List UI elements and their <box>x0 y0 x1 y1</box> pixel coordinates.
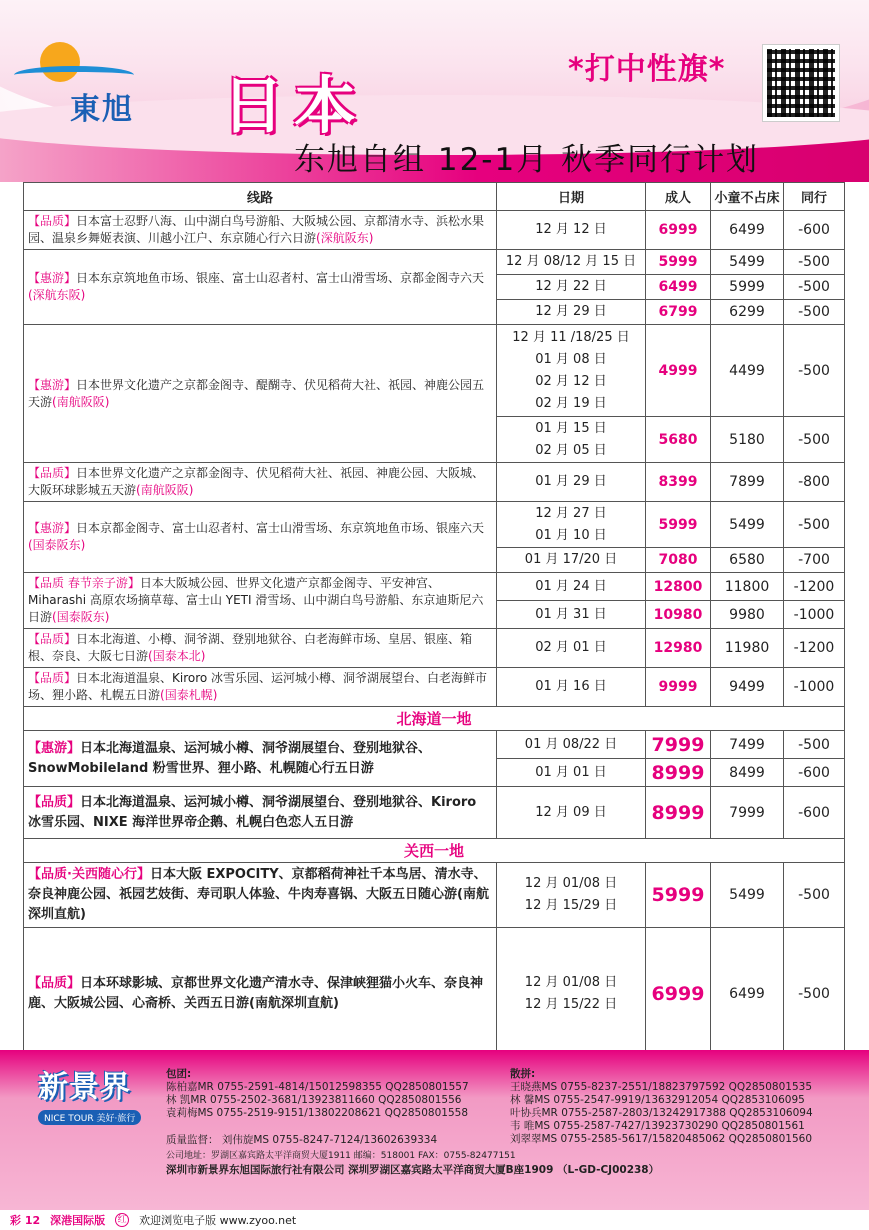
peer-discount: -600 <box>784 759 845 787</box>
date-value: 02 月 05 日 <box>535 442 607 458</box>
date-cell <box>497 502 646 548</box>
child-price: 4499 <box>711 325 784 417</box>
page-subtitle: 东旭自组 12-1月 秋季同行计划 <box>294 142 760 178</box>
table-row <box>24 863 845 928</box>
adult-price: 10980 <box>646 601 711 629</box>
route-description: 日本京都金阁寺、富士山忍者村、富士山滑雪场、东京筑地鱼市场、银座六天 <box>76 521 485 535</box>
logo-text: 新景界 <box>38 1070 131 1105</box>
footer <box>0 1050 869 1210</box>
adult-price: 4999 <box>646 325 711 417</box>
adult-price: 5999 <box>646 502 711 548</box>
header-peer: 同行 <box>784 183 845 211</box>
route-cell <box>24 863 497 928</box>
peer-discount: -500 <box>784 300 845 325</box>
route-cell <box>24 573 497 629</box>
header-route: 线路 <box>24 183 497 211</box>
peer-discount: -500 <box>784 863 845 928</box>
peer-discount: -500 <box>784 275 845 300</box>
date-value: 12 月 15/29 日 <box>524 898 618 913</box>
route-tag: 【品质 春节亲子游】 <box>28 576 140 590</box>
date-value: 12 月 27 日 <box>535 505 607 521</box>
date-value: 01 月 24 日 <box>535 578 607 594</box>
route-cell <box>24 787 497 839</box>
website-link[interactable]: 欢迎浏览电子版 www.zyoo.net <box>139 1214 297 1227</box>
date-value: 02 月 12 日 <box>535 373 607 389</box>
date-value: 01 月 16 日 <box>535 679 607 694</box>
quality-supervision: 质量监督： 刘伟旋MS 0755-8247-7124/13602639334 <box>166 1134 438 1146</box>
route-description: 日本东京筑地鱼市场、银座、富士山忍者村、富士山滑雪场、京都金阁寺六天 <box>76 271 485 285</box>
table-row <box>24 668 845 707</box>
route-airline: (南航阪阪) <box>52 394 110 409</box>
date-cell <box>497 759 646 787</box>
group-contacts <box>166 1068 469 1120</box>
table-row <box>24 325 845 417</box>
route-airline: (国泰札幌) <box>160 688 218 702</box>
contact-line: 林 凯MR 0755-2502-3681/13923811660 QQ2850801556 <box>166 1094 462 1106</box>
date-value: 02 月 19 日 <box>535 395 607 411</box>
adult-price: 8999 <box>646 759 711 787</box>
section-row <box>24 839 845 863</box>
date-cell <box>497 211 646 250</box>
child-price: 11980 <box>711 629 784 668</box>
peer-discount: -500 <box>784 731 845 759</box>
table-row <box>24 629 845 668</box>
individual-contacts <box>510 1068 813 1146</box>
date-value: 01 月 15 日 <box>535 420 607 436</box>
child-price: 11800 <box>711 573 784 601</box>
route-tag: 【品质】 <box>28 632 77 646</box>
peer-discount: -500 <box>784 502 845 548</box>
route-cell <box>24 928 497 1060</box>
table-row <box>24 463 845 502</box>
company-address: 公司地址：罗湖区嘉宾路太平洋商贸大厦1911 邮编：518001 FAX：0755-82477151 <box>166 1151 516 1161</box>
date-cell <box>497 668 646 707</box>
adult-price: 9999 <box>646 668 711 707</box>
date-cell <box>497 548 646 573</box>
route-cell <box>24 463 497 502</box>
route-description: 日本北海道温泉、运河城小樽、洞爷湖展望台、登别地狱谷、SnowMobileland 粉雪世界、狸小路、札幌随心行五日游 <box>28 740 432 776</box>
peer-discount: -800 <box>784 463 845 502</box>
contact-line: 刘翠翠MS 0755-2585-5617/15820485062 QQ2850801560 <box>510 1133 812 1145</box>
date-cell <box>497 417 646 463</box>
child-price: 6499 <box>711 211 784 250</box>
slogan: *打中性旗* <box>568 52 726 87</box>
adult-price: 7999 <box>646 731 711 759</box>
date-value: 01 月 01 日 <box>535 764 607 780</box>
section-row <box>24 707 845 731</box>
peer-discount: -700 <box>784 548 845 573</box>
child-price: 8499 <box>711 759 784 787</box>
route-description: 日本北海道、小樽、洞爷湖、登别地狱谷、白老海鲜市场、皇居、银座、箱根、奈良、大阪七日游 <box>28 632 473 663</box>
table-row <box>24 731 845 759</box>
header-date: 日期 <box>497 183 646 211</box>
peer-discount: -1000 <box>784 668 845 707</box>
child-price: 5499 <box>711 863 784 928</box>
route-description: 日本大阪 EXPOCITY、京都稻荷神社千本鸟居、清水寺、奈良神鹿公园、祇园艺妓街、寿司职人体验、牛肉寿喜锅、大阪五日随心游(南航深圳直航) <box>28 867 489 922</box>
contacts-title: 散拼: <box>510 1068 536 1080</box>
date-cell <box>497 573 646 601</box>
date-cell <box>497 601 646 629</box>
child-price: 6580 <box>711 548 784 573</box>
adult-price: 6999 <box>646 211 711 250</box>
company-name: 深圳市新景界东旭国际旅行社有限公司 深圳罗湖区嘉宾路太平洋商贸大厦B座1909 （L-GD-CJ00238） <box>166 1164 660 1176</box>
peer-discount: -600 <box>784 211 845 250</box>
tour-price-table <box>23 182 845 1060</box>
color-badge: 红 <box>115 1213 129 1227</box>
wave-icon <box>14 66 134 84</box>
route-tag: 【惠游】 <box>28 521 77 535</box>
date-value: 12 月 11 /18/25 日 <box>512 329 630 345</box>
logo-text: 東旭 <box>70 92 134 127</box>
date-value: 01 月 08 日 <box>535 351 607 367</box>
route-airline: (国泰本北) <box>148 649 206 663</box>
date-value: 01 月 17/20 日 <box>524 552 618 567</box>
route-description: 日本世界文化遗产之京都金阁寺、醍醐寺、伏见稻荷大社、祇园、神鹿公园五天游 <box>28 377 485 409</box>
route-tag: 【惠游】 <box>28 740 81 756</box>
route-cell <box>24 502 497 573</box>
table-row <box>24 502 845 548</box>
date-cell <box>497 250 646 275</box>
table-row <box>24 928 845 1060</box>
contact-line: 韦 唯MS 0755-2587-7427/13923730290 QQ2850801561 <box>510 1120 805 1132</box>
header-adult: 成人 <box>646 183 711 211</box>
date-value: 12 月 01/08 日 <box>524 876 618 891</box>
child-price: 5499 <box>711 250 784 275</box>
date-value: 12 月 12 日 <box>535 222 607 237</box>
child-price: 5180 <box>711 417 784 463</box>
edition-label: 深港国际版 <box>50 1214 106 1227</box>
adult-price: 6499 <box>646 275 711 300</box>
date-cell <box>497 463 646 502</box>
route-cell <box>24 211 497 250</box>
route-description: 日本北海道温泉、Kiroro 冰雪乐园、运河城小樽、洞爷湖展望台、白老海鲜市场、狸小路、札幌五日游 <box>28 671 488 702</box>
section-title: 北海道一地 <box>24 707 845 731</box>
route-cell <box>24 629 497 668</box>
route-tag: 【惠游】 <box>28 377 77 392</box>
table-row <box>24 250 845 275</box>
route-airline: (南航阪阪) <box>136 483 194 497</box>
route-tag: 【品质】 <box>28 466 77 480</box>
date-value: 12 月 22 日 <box>535 279 607 294</box>
adult-price: 6999 <box>646 928 711 1060</box>
route-description: 日本大阪城公园、世界文化遗产京都金阁寺、平安神宫、Miharashi 高原农场摘草莓、富士山 YETI 滑雪场、山中湖白鸟号游船、东京迪斯尼六日游 <box>28 576 484 624</box>
child-price: 9980 <box>711 601 784 629</box>
child-price: 5499 <box>711 502 784 548</box>
route-description: 日本世界文化遗产之京都金阁寺、伏见稻荷大社、祇园、神鹿公园、大阪城、大阪环球影城五天游 <box>28 466 485 497</box>
adult-price: 7080 <box>646 548 711 573</box>
qr-code-icon[interactable] <box>762 44 840 122</box>
page-title: 日本 <box>222 69 367 142</box>
table-header-row <box>24 183 845 211</box>
adult-price: 5999 <box>646 863 711 928</box>
dongxu-logo <box>14 38 164 127</box>
date-cell <box>497 731 646 759</box>
table-row <box>24 573 845 601</box>
route-cell <box>24 731 497 787</box>
route-tag: 【品质·关西随心行】 <box>28 867 150 882</box>
peer-discount: -1200 <box>784 629 845 668</box>
table-row <box>24 787 845 839</box>
route-description: 日本富士忍野八海、山中湖白鸟号游船、大阪城公园、京都清水寺、浜松水果园、温泉乡舞姬表演、川越小江户、东京随心行六日游 <box>28 214 485 245</box>
child-price: 6499 <box>711 928 784 1060</box>
date-cell <box>497 787 646 839</box>
route-tag: 【品质】 <box>28 794 81 810</box>
peer-discount: -500 <box>784 928 845 1060</box>
route-tag: 【品质】 <box>28 975 81 991</box>
route-tag: 【品质】 <box>28 214 77 228</box>
bottom-bar <box>0 1210 869 1230</box>
adult-price: 5680 <box>646 417 711 463</box>
date-value: 12 月 01/08 日 <box>524 974 618 990</box>
contact-line: 叶协兵MR 0755-2587-2803/13242917388 QQ2853106094 <box>510 1107 813 1119</box>
contact-line: 林 馨MS 0755-2547-9919/13632912054 QQ2853106095 <box>510 1094 805 1106</box>
date-cell <box>497 275 646 300</box>
route-tag: 【惠游】 <box>28 271 77 285</box>
route-description: 日本北海道温泉、运河城小樽、洞爷湖展望台、登别地狱谷、Kiroro 冰雪乐园、NIXE 海洋世界帝企鹅、札幌白色恋人五日游 <box>28 794 477 830</box>
child-price: 9499 <box>711 668 784 707</box>
logo-subtitle: NICE TOUR 美好·旅行 <box>38 1110 141 1125</box>
contact-line: 袁莉梅MS 0755-2519-9151/13802208621 QQ2850801558 <box>166 1107 468 1119</box>
xinjingjie-logo <box>38 1062 158 1134</box>
date-cell <box>497 863 646 928</box>
date-value: 01 月 10 日 <box>535 527 607 543</box>
peer-discount: -1200 <box>784 573 845 601</box>
date-cell <box>497 928 646 1060</box>
date-value: 01 月 29 日 <box>535 474 607 489</box>
date-value: 12 月 15/22 日 <box>524 996 618 1012</box>
child-price: 7999 <box>711 787 784 839</box>
date-value: 12 月 08/12 月 15 日 <box>505 254 637 269</box>
peer-discount: -500 <box>784 417 845 463</box>
date-value: 01 月 08/22 日 <box>524 736 618 752</box>
date-cell <box>497 325 646 417</box>
route-tag: 【品质】 <box>28 671 77 685</box>
peer-discount: -500 <box>784 250 845 275</box>
route-airline: (深航东阪) <box>28 288 86 302</box>
table-row <box>24 211 845 250</box>
peer-discount: -600 <box>784 787 845 839</box>
page-number: 彩 12 <box>10 1214 41 1227</box>
peer-discount: -500 <box>784 325 845 417</box>
adult-price: 8399 <box>646 463 711 502</box>
peer-discount: -1000 <box>784 601 845 629</box>
child-price: 6299 <box>711 300 784 325</box>
contact-line: 陈柏嘉MR 0755-2591-4814/15012598355 QQ2850801557 <box>166 1081 469 1093</box>
date-value: 12 月 09 日 <box>535 804 607 820</box>
child-price: 7899 <box>711 463 784 502</box>
route-airline: (国泰阪东) <box>28 538 86 552</box>
route-airline: (深航阪东) <box>316 231 374 245</box>
route-description: 日本环球影城、京都世界文化遗产清水寺、保津峡狸猫小火车、奈良神鹿、大阪城公园、心斋桥、关西五日游(南航深圳直航) <box>28 975 484 1011</box>
date-value: 02 月 01 日 <box>535 640 607 655</box>
child-price: 7499 <box>711 731 784 759</box>
adult-price: 12800 <box>646 573 711 601</box>
adult-price: 5999 <box>646 250 711 275</box>
date-cell <box>497 629 646 668</box>
header-banner <box>0 0 869 182</box>
date-value: 01 月 31 日 <box>535 606 607 622</box>
route-airline: (国泰阪东) <box>52 610 110 624</box>
child-price: 5999 <box>711 275 784 300</box>
adult-price: 12980 <box>646 629 711 668</box>
section-title: 关西一地 <box>24 839 845 863</box>
adult-price: 8999 <box>646 787 711 839</box>
route-cell <box>24 250 497 325</box>
date-cell <box>497 300 646 325</box>
contact-line: 王晓燕MS 0755-8237-2551/18823797592 QQ2850801535 <box>510 1081 812 1093</box>
adult-price: 6799 <box>646 300 711 325</box>
header-child: 小童不占床 <box>711 183 784 211</box>
date-value: 12 月 29 日 <box>535 304 607 319</box>
route-cell <box>24 325 497 463</box>
contacts-title: 包团: <box>166 1068 192 1080</box>
route-cell <box>24 668 497 707</box>
